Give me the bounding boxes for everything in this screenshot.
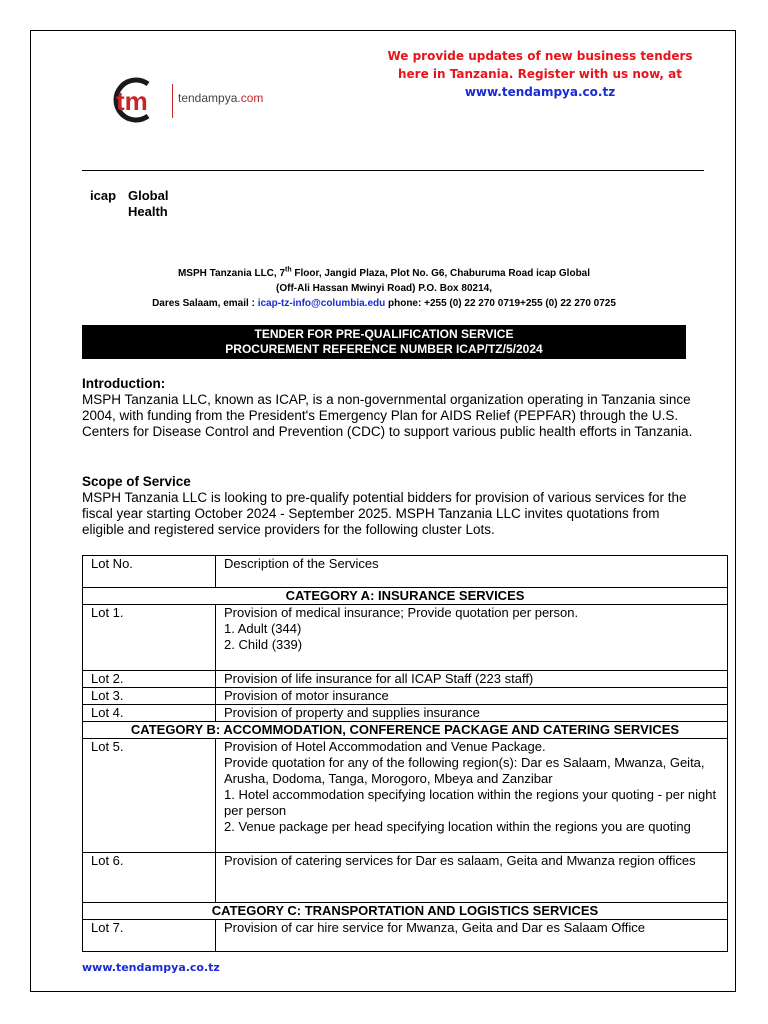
table-row	[83, 605, 728, 671]
icap-global-health-logo	[90, 188, 168, 220]
table-row	[83, 739, 728, 853]
lot-description: Provision of medical insurance; Provide quotation per person. 1. Adult (344) 2. Child (339)	[216, 605, 728, 671]
introduction-body: MSPH Tanzania LLC, known as ICAP, is a non-governmental organization operating in Tanzania since 2004, with funding from the President's Emergency Plan for AIDS Relief (PEPFAR) through the U.S. Centers for Disease Control and Prevention (CDC) to support various public health efforts in Tanzania.	[82, 392, 693, 439]
promo-url-link[interactable]: www.tendampya.co.tz	[464, 85, 616, 99]
introduction-section	[82, 376, 702, 440]
promo-banner	[380, 47, 700, 101]
org-global: Global	[128, 188, 169, 203]
lot-description: Provision of car hire service for Mwanza, Geita and Dar es Salaam Office	[216, 920, 728, 952]
category-a-label: CATEGORY A: INSURANCE SERVICES	[83, 588, 728, 605]
scope-body: MSPH Tanzania LLC is looking to pre-qualify potential bidders for provision of various services for the fiscal year starting October 2024 - September 2025. MSPH Tanzania LLC invites quotations from eligible and registered service providers for the following cluster Lots.	[82, 490, 687, 537]
email-link[interactable]: icap-tz-info@columbia.edu	[257, 298, 386, 309]
banner-line-2: PROCUREMENT REFERENCE NUMBER ICAP/TZ/5/2024	[225, 342, 543, 356]
table-row	[83, 671, 728, 688]
tm-logo-icon	[104, 76, 168, 124]
promo-line-1: We provide updates of new business tenders	[387, 49, 693, 63]
logo-mark: tm	[116, 86, 148, 116]
category-c-label: CATEGORY C: TRANSPORTATION AND LOGISTICS SERVICES	[83, 903, 728, 920]
lot-number: Lot 1.	[83, 605, 216, 671]
banner-line-1: TENDER FOR PRE-QUALIFICATION SERVICE	[254, 327, 514, 341]
logo-suffix: .com	[237, 91, 264, 105]
promo-line-2: here in Tanzania. Register with us now, at	[398, 67, 682, 81]
address-line1-pre: MSPH Tanzania LLC, 7	[177, 268, 286, 279]
scope-section	[82, 474, 702, 538]
logo-wordmark	[178, 91, 263, 105]
table-row	[83, 705, 728, 722]
lot-description: Provision of catering services for Dar es salaam, Geita and Mwanza region offices	[216, 853, 728, 903]
logo-name: tendampya	[178, 91, 238, 105]
lot-description: Provision of property and supplies insurance	[216, 705, 728, 722]
introduction-heading: Introduction:	[82, 376, 166, 391]
scope-heading: Scope of Service	[82, 474, 191, 489]
address-block	[82, 266, 686, 311]
address-line2: (Off-Ali Hassan Mwinyi Road) P.O. Box 80214,	[276, 283, 492, 294]
lot-number: Lot 7.	[83, 920, 216, 952]
address-line3-pre: Dares Salaam, email :	[152, 298, 258, 309]
lot-number: Lot 4.	[83, 705, 216, 722]
lot-number: Lot 3.	[83, 688, 216, 705]
address-line1-sup: th	[285, 266, 292, 274]
header-description: Description of the Services	[216, 556, 728, 588]
table-header-row	[83, 556, 728, 588]
tender-title-banner	[82, 325, 686, 359]
category-c-row	[83, 903, 728, 920]
lot-number: Lot 2.	[83, 671, 216, 688]
lot-number: Lot 5.	[83, 739, 216, 853]
header-lot-no: Lot No.	[83, 556, 216, 588]
table-row	[83, 688, 728, 705]
header-rule	[82, 170, 704, 171]
footer-url-link[interactable]: www.tendampya.co.tz	[82, 961, 220, 974]
org-icap: icap	[90, 188, 117, 203]
lot-description: Provision of life insurance for all ICAP Staff (223 staff)	[216, 671, 728, 688]
category-b-label: CATEGORY B: ACCOMMODATION, CONFERENCE PACKAGE AND CATERING SERVICES	[83, 722, 728, 739]
category-a-row	[83, 588, 728, 605]
lot-number: Lot 6.	[83, 853, 216, 903]
lot-description: Provision of Hotel Accommodation and Venue Package. Provide quotation for any of the following region(s): Dar es Salaam, Mwanza, Geita, Arusha, Dodoma, Tanga, Morogoro, Mbeya and Zanzibar 1. Hotel accommodation specifying location within the regions your quoting - per night per person 2. Venue package per head specifying location within the regions you are quoting	[216, 739, 728, 853]
lots-table	[82, 555, 728, 952]
address-phone: phone: +255 (0) 22 270 0719+255 (0) 22 270 0725	[385, 298, 616, 309]
lot-description: Provision of motor insurance	[216, 688, 728, 705]
logo-divider	[172, 84, 173, 118]
table-row	[83, 920, 728, 952]
table-row	[83, 853, 728, 903]
org-health: Health	[128, 204, 168, 219]
address-line1-post: Floor, Jangid Plaza, Plot No. G6, Chaburuma Road icap Global	[291, 268, 591, 279]
category-b-row	[83, 722, 728, 739]
